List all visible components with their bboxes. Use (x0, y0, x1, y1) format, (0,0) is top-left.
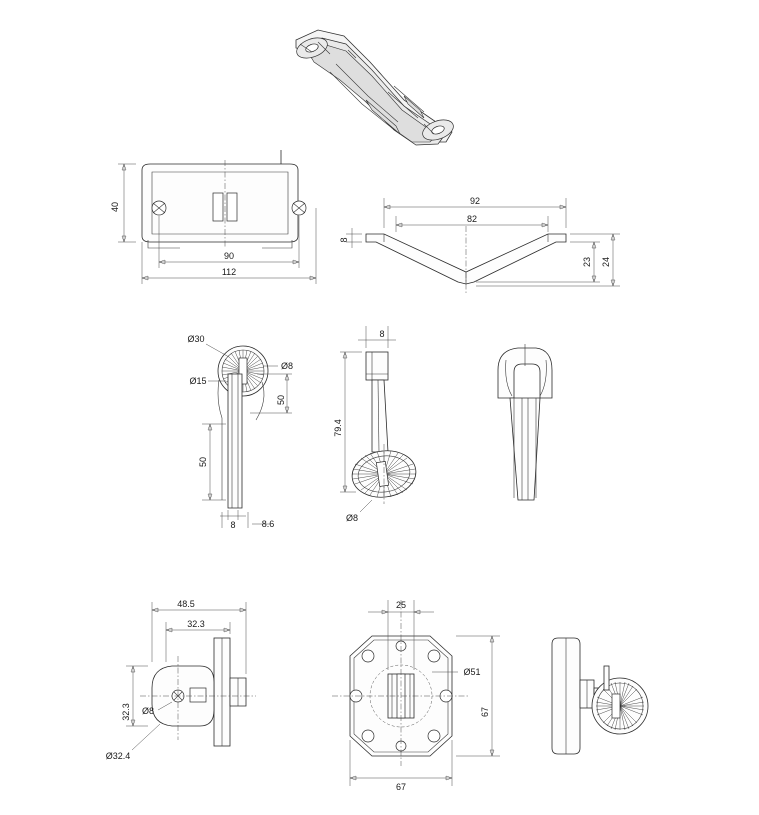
dim-base-width-32-3: 32.3 (187, 619, 205, 629)
bracket-side-view (339, 196, 620, 294)
dim-base-width-48-5: 48.5 (177, 599, 195, 609)
dim-lever-width-8-6: 8.6 (261, 519, 275, 529)
dim-base-dia-32-4: Ø32.4 (105, 751, 131, 761)
bracket-top-view (110, 150, 316, 284)
dim-lever-dia-8: Ø8 (280, 361, 294, 371)
isometric-3d-view (294, 30, 456, 145)
dim-base-height-32-3: 32.3 (121, 703, 131, 721)
dim-lever-dia-15: Ø15 (189, 376, 207, 386)
dim-plate-height-67: 67 (480, 706, 490, 718)
dim-lever-len-50-lower: 50 (198, 456, 208, 468)
dim-plate-dia-51: Ø51 (463, 667, 481, 677)
dim-bracket-length-90: 90 (223, 251, 235, 261)
dim-bracket-height-23: 23 (582, 256, 592, 268)
lever-front-view (187, 334, 293, 530)
dim-lever-side-width-8: 8 (379, 329, 385, 339)
dim-lever-side-dia-8: Ø8 (345, 513, 359, 523)
dim-lever-length-79-4: 79.4 (333, 419, 343, 437)
dim-bracket-width-82: 82 (466, 214, 478, 224)
base-assembly-view (552, 638, 648, 754)
lever-end-view (498, 344, 552, 500)
dim-lever-width-8: 8 (230, 520, 236, 530)
dim-plate-width-25: 25 (395, 600, 407, 610)
dim-bracket-height-40: 40 (110, 201, 120, 213)
dim-lever-dia-30: Ø30 (187, 334, 205, 344)
dim-bracket-width-92: 92 (469, 196, 481, 206)
dim-bracket-height-24: 24 (601, 256, 611, 268)
dim-lever-len-50-upper: 50 (276, 394, 286, 406)
dim-bracket-length-112: 112 (221, 267, 237, 277)
lever-side-view (333, 326, 419, 523)
dim-base-dia-8: Ø8 (141, 706, 155, 716)
base-plate-view (332, 600, 500, 792)
base-side-view (106, 599, 256, 761)
dim-bracket-thickness-8: 8 (339, 237, 349, 243)
dim-plate-width-67: 67 (395, 782, 407, 792)
